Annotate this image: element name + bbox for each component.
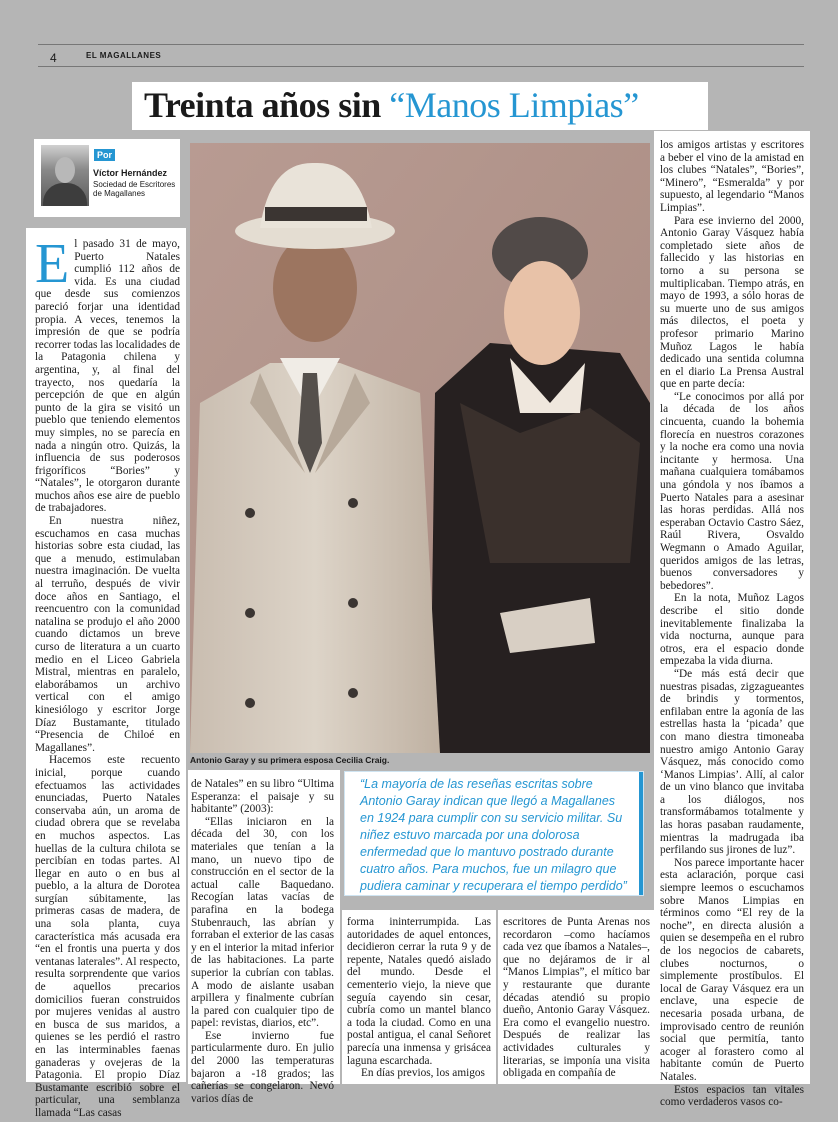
pull-quote: “La mayoría de las reseñas escritas sobre Antonio Garay indican que llegó a Magallanes en 1924 para cumplir con su servicio militar. Su niñez estuvo marcada por una dolorosa enfermedad que lo mantuvo postrado durante cuatro años. Para muchos, fue un milagro que pudiera caminar y recuperara el tiempo perdido” — [360, 777, 627, 893]
headline-box — [132, 82, 708, 130]
paragraph: l pasado 31 de mayo, Puerto Natales cumplió 112 años de vida. Es una ciudad que desde sus comienzos pareció forjar una identidad propia. A veces, tenemos la impresión de que se podría recorrer todas las localidades de la Patagonia chilena y argentina, y, al final del trayecto, nos quedaría la percepción de que en algún punto de la gira se visitó un pueblo que teniendo elementos muy simples, no se parecía en nada a ningún otro. Quizás, la influencia de sus poderosos frigoríficos “Bories” y “Natales”, le otorgaron durante muchos años ese aire de pueblo de trabajadores. — [35, 238, 180, 515]
paragraph: Ese invierno fue particularmente duro. En julio del 2000 las temperaturas bajaron a -18 grados; las cañerías se congelaron. Nevó varios días de — [191, 1029, 334, 1105]
author-photo — [41, 145, 89, 206]
paragraph: Hacemos este recuento inicial, porque cuando efectuamos las actividades enunciadas, Puerto Natales conservaba aún, un aroma de ciudad obrera que se revelaba en muchos aspectos. Las huellas de la cultura chilota se percibían en todas partes. Al llegar en auto o en bus al pueblo, a la altura de Dorotea surgían súbitamente, las primeras casas de madera, de una sola planta, cuya característica más acusada era “en el frontis una puerta y dos ventanas laterales”. Al respecto, resulta sorprendente que varios de aquellos precarios domicilios fueran construidos por mujeres venidas al austro en busca de sus maridos, a quienes se les perdió el rastro en las interminables faenas ganaderas y ovejeras de la Patagonia. El propio Díaz Bustamante escribió sobre el particular, una semblanza llamada “Las casas — [35, 754, 180, 1119]
pull-quote-accent-bar — [639, 772, 643, 895]
article-column-4 — [498, 910, 654, 1084]
headline — [144, 84, 639, 126]
article-column-5 — [654, 131, 810, 1109]
paragraph: forma ininterrumpida. Las autoridades de aquel entonces, decidieron cerrar la ruta 9 y de repente, Natales quedó aislado del mundo. Desde el cementerio viejo, la nieve que seguía cayendo sin cesar, cubría como un mantel blanco a toda la ciudad. Como en una postal antigua, el canal Señoret parecía una inmensa y grisácea laguna escarchada. — [347, 916, 491, 1067]
paragraph: En la nota, Muñoz Lagos describe el sitio donde inevitablemente finalizaba la vida nocturna, aunque para otros, era el espacio donde empezaba la vida diurna. — [660, 592, 804, 668]
author-affiliation: Sociedad de Escritores de Magallanes — [93, 180, 176, 198]
article-photo — [190, 143, 650, 753]
paragraph: de Natales” en su libro “Ultima Esperanza: el paisaje y su habitante” (2003): — [191, 778, 334, 816]
drop-cap: E — [35, 233, 70, 295]
article-column-3 — [342, 910, 496, 1084]
por-badge: Por — [94, 149, 115, 161]
paragraph: Estos espacios tan vitales como verdaderos vasos co- — [660, 1083, 804, 1109]
paragraph: escritores de Punta Arenas nos recordaron –como hacíamos cada vez que íbamos a Natales–, que no dejáramos de ir al “Manos Limpias”, el mítico bar y restaurante que durante décadas atendió su propio dueño, Antonio Garay Vásquez. Era como el evangelio nuestro. Después de realizar las actividades culturales y literarias, se imponía una visita obligada en compañía de — [503, 916, 650, 1080]
newspaper-name: EL MAGALLANES — [86, 51, 162, 60]
paragraph: “Ellas iniciaron en la década del 30, con los materiales que tenían a la mano, un nuevo tipo de construcción en el sector de la actual calle Baquedano. Recogían latas vacías de parafina en la bodega Stubenrauch, las abrían y forraban el exterior de las casas y en el interior la mitad inferior de las habitaciones. La parte superior la cubrían con tablas. A modo de aislante usaban arpillera y finalmente cubrían la pared con cualquier tipo de papel: revistas, diarios, etc”. — [191, 815, 334, 1030]
page-number: 4 — [50, 51, 57, 65]
paragraph: En nuestra niñez, escuchamos en casa muchas historias sobre esta ciudad, las que a menudo, estimulaban nuestra imaginación. De vuelta al terruño, después de vivir doce años en Santiago, el reencuentro con la comunidad natalina se produjo el año 2000 cuando dictamos un breve curso de literatura a un cuarto medio en el Liceo Gabriela Mistral, mientras en paralelo, elaborábamos un archivo vertical con el amigo kinesiólogo y escritor Jorge Díaz Bustamante, titulado “Presencia de Chiloé en Magallanes”. — [35, 515, 180, 754]
author-name: Víctor Hernández — [93, 168, 168, 178]
header-rule — [38, 66, 804, 67]
article-column-2 — [188, 770, 340, 1105]
paragraph: “Le conocimos por allá por la década de los años cincuenta, cuando la bohemia florecía en nuestros corazones y la noche era como una novia incitante y hermosa. Una mañana cualquiera tomábamos una góndola y nos íbamos a Puerto Natales para a asesinar las horas perdidas. Allá nos esperaban Octavio Castro Sáez, Raúl Rivera, Osvaldo Wegmann o Amado Aguilar, queridos amigos de las letras, buenos conversadores y bebedores”. — [660, 390, 804, 592]
photo-caption: Antonio Garay y su primera esposa Cecilia Craig. — [190, 755, 390, 765]
top-rule — [38, 44, 804, 45]
article-column-1 — [26, 228, 186, 1119]
headline-main: Treinta años sin — [144, 85, 390, 125]
couple-portrait-image — [190, 143, 650, 753]
paragraph: En días previos, los amigos — [361, 1067, 485, 1080]
paragraph: Nos parece importante hacer esta aclaración, porque casi siempre leemos o escuchamos sobre Manos Limpias en términos como “El rey de la noche”, en directa alusión a quien se desempeña en el rubro de los negocios de cabarets, clubes nocturnos, o simplemente prostíbulos. El local de Garay Vásquez era un enclave, una especie de necesaria posada urbana, de improvisado centro de reunión social que permitía, tanto acoger al forastero como al habitante común de Puerto Natales. — [660, 856, 804, 1083]
author-box — [34, 139, 180, 217]
paragraph: los amigos artistas y escritores a beber el vino de la amistad en los clubes “Natales”, “Bories”, “Minero”, “Esmeralda” y por supuesto, al legendario “Manos Limpias”. — [660, 139, 804, 214]
paragraph: “De más está decir que nuestras pisadas, zigzagueantes de brindis y tormentos, enfilaban entre la agonía de las estrellas hasta la ‘picada’ que con mano diestra timoneaba nuestro amigo Antonio Garay Vásquez, más conocido como ‘Manos Limpias’. Allí, al calor de un vino blanco que invitaba a los diálogos, nos transformábamos totalmente y las horas pasaban raudamente, mientras la madrugada iba perfilando sus jirones de luz”. — [660, 667, 804, 857]
paragraph: Para ese invierno del 2000, Antonio Garay Vásquez había completado siete años de fallecido y las historias en torno a su persona se multiplicaban. Tiempo atrás, en mayo de 1993, a sólo horas de su muerte uno de sus amigos más dilectos, el poeta y profesor primario Marino Muñoz Lagos le había dedicado una sentida columna en el diario La Prensa Austral que en parte decía: — [660, 214, 804, 391]
headline-accent: “Manos Limpias” — [389, 85, 639, 125]
pull-quote-box — [344, 771, 644, 896]
